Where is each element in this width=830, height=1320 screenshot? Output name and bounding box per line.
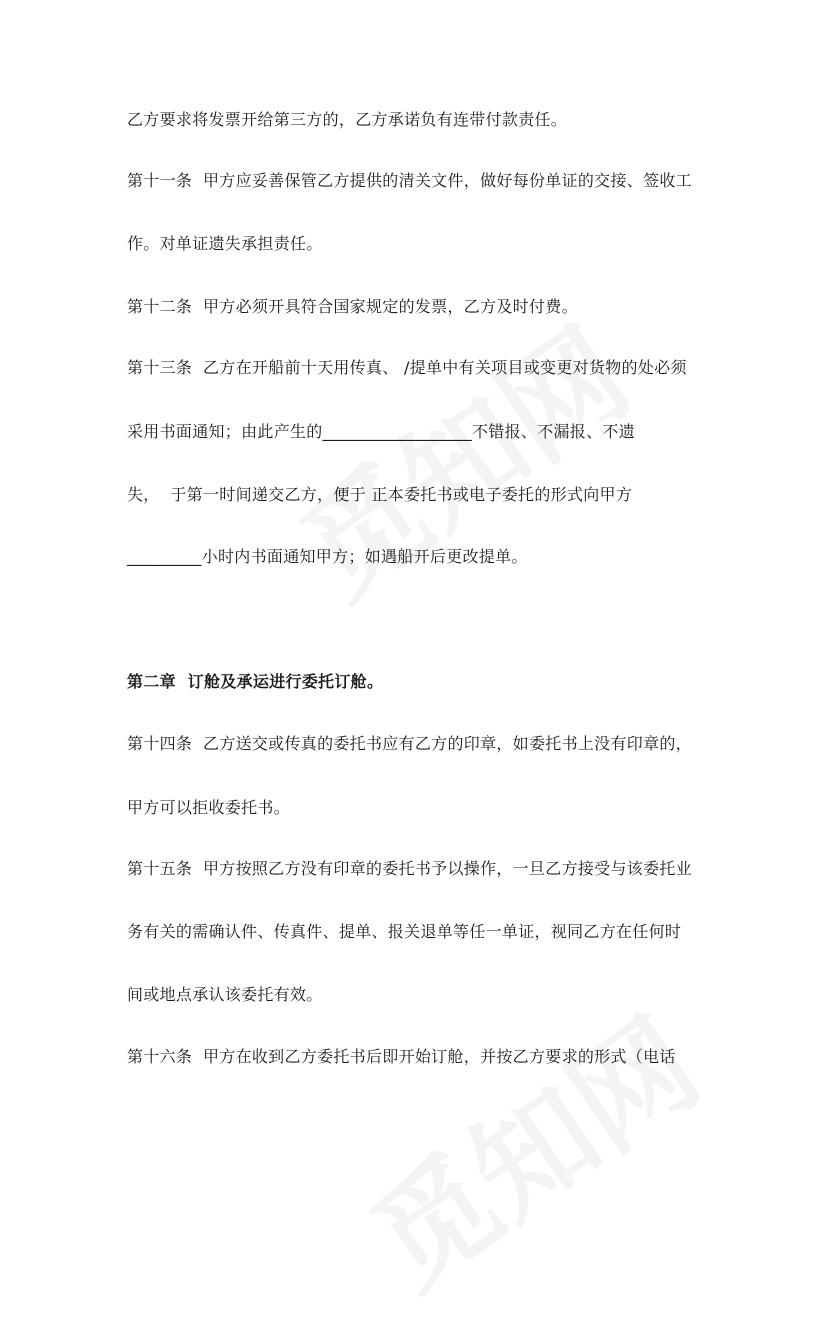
paragraph-line: 乙方要求将发票开给第三方的，乙方承诺负有连带付款责任。	[127, 110, 568, 129]
clause-15-line-1: 第十五条 甲方按照乙方没有印章的委托书予以操作，一旦乙方接受与该委托业	[127, 859, 692, 878]
clause-13-line-2: 采用书面通知；由此产生的__________________不错报、不漏报、不遗	[127, 422, 636, 441]
chapter-2-heading: 第二章 订舱及承运进行委托订舱。	[127, 672, 384, 691]
clause-16-line-1: 第十六条 甲方在收到乙方委托书后即开始订舱，并按乙方要求的形式（电话	[127, 1047, 676, 1066]
clause-15-line-2: 务有关的需确认件、传真件、提单、报关退单等任一单证，视同乙方在任何时	[127, 922, 682, 941]
clause-11-line-1: 第十一条 甲方应妥善保管乙方提供的清关文件，做好每份单证的交接、签收工	[127, 171, 692, 190]
watermark	[263, 282, 657, 629]
watermark	[333, 972, 727, 1319]
clause-13-line-3: 失， 于第一时间递交乙方，便于 正本委托书或电子委托的形式向甲方	[127, 485, 633, 504]
clause-14-line-1: 第十四条 乙方送交或传真的委托书应有乙方的印章，如委托书上没有印章的，	[127, 734, 692, 753]
clause-15-line-3: 间或地点承认该委托有效。	[127, 985, 323, 1004]
clause-12-line: 第十二条 甲方必须开具符合国家规定的发票，乙方及时付费。	[127, 297, 578, 316]
clause-13-line-4: _________小时内书面通知甲方；如遇船开后更改提单。	[127, 547, 528, 566]
clause-11-line-2: 作。对单证遗失承担责任。	[127, 234, 323, 253]
clause-14-line-2: 甲方可以拒收委托书。	[127, 798, 291, 817]
clause-13-line-1: 第十三条 乙方在开船前十天用传真、 /提单中有关项目或变更对货物的处必须	[127, 358, 687, 377]
